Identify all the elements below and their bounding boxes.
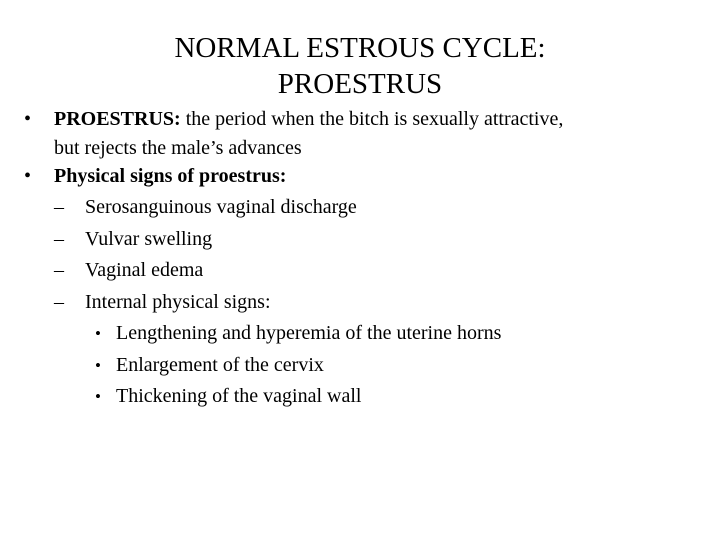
slide-content [0,104,720,413]
subsub-item-text: Enlargement of the cervix [116,353,324,376]
sub-item-text: Internal physical signs: [85,290,271,313]
sub-bullet-icon: • [95,355,101,375]
subsub-item-text: Thickening of the vaginal wall [116,385,362,407]
bullet-item-proestrus [0,104,720,161]
dash-icon: – [54,259,64,281]
sub-item-text: Vaginal edema [85,259,204,281]
sub-item-internal-signs [0,287,720,319]
bullet-icon: • [24,164,32,187]
slide-title [0,30,720,102]
bullet-definition: the period when the bitch is sexually attractive, [180,108,564,130]
sub-bullet-icon: • [95,324,101,343]
bullet-icon: • [24,108,32,130]
sub-item-text: Serosanguinous vaginal discharge [85,196,357,218]
subsub-item-vaginal-wall [0,381,720,413]
bullet-item-physical-signs [0,161,720,193]
subsub-item-cervix [0,350,720,382]
sub-item-text: Vulvar swelling [85,227,213,250]
sub-item-discharge [0,192,720,224]
bullet-bold-term: PROESTRUS: [54,108,181,130]
subsub-item-text: Lengthening and hyperemia of the uterine horns [116,322,502,344]
bullet-bold-term: Physical signs of proestrus: [54,164,287,187]
sub-bullet-icon: • [95,387,101,406]
dash-icon: – [54,196,64,218]
dash-icon: – [54,227,64,250]
sub-item-vulvar-swelling [0,224,720,256]
bullet-text [0,104,720,161]
title-line-2: PROESTRUS [277,68,443,100]
subsub-item-uterine-horns [0,318,720,350]
title-line-1: NORMAL ESTROUS CYCLE: [174,32,546,64]
dash-icon: – [54,290,64,313]
bullet-text [0,161,720,193]
bullet-continuation: but rejects the male’s advances [54,136,302,159]
sub-item-vaginal-edema [0,255,720,287]
